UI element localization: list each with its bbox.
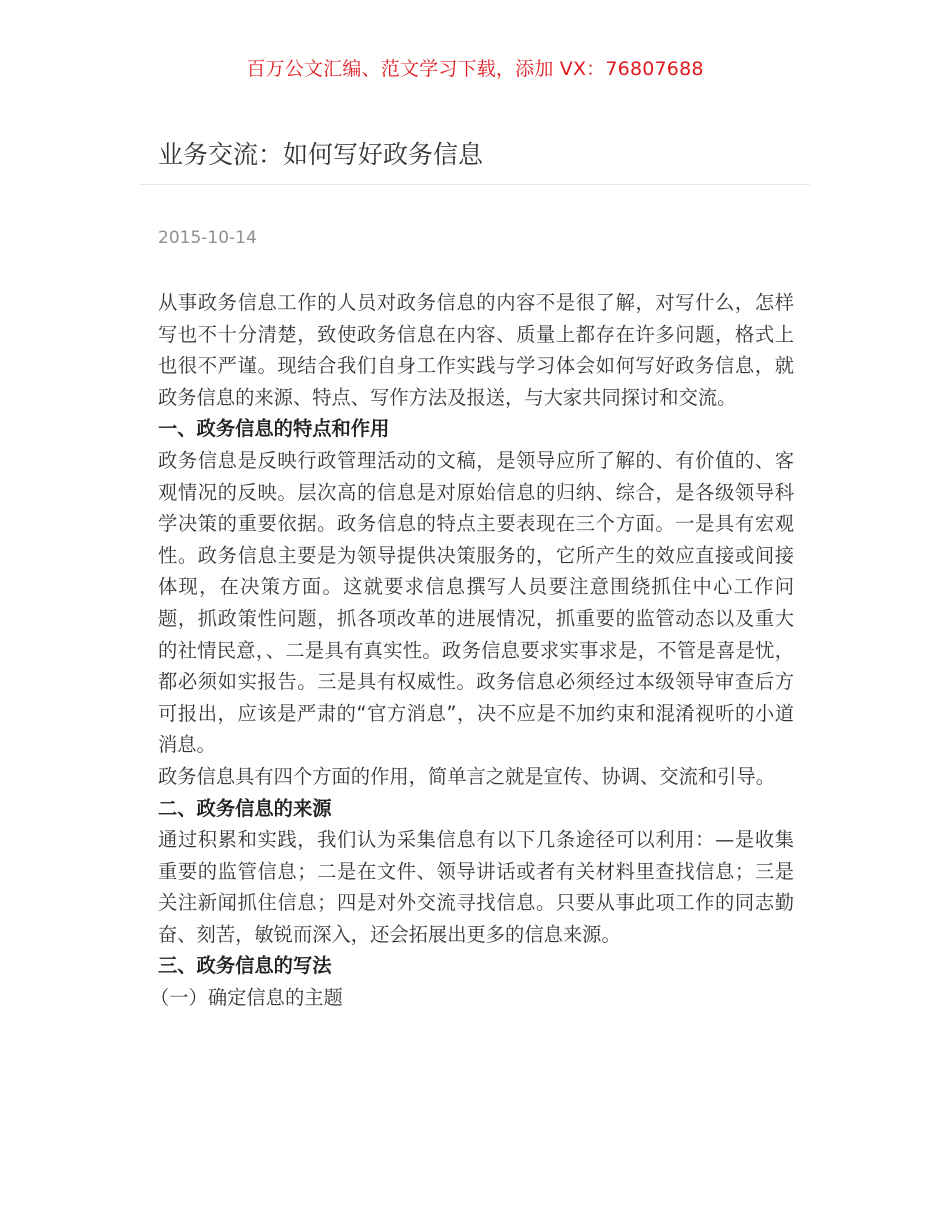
section-heading-sources: 二、政务信息的来源 bbox=[158, 796, 332, 820]
subheading-topic: （一）确定信息的主题 bbox=[150, 986, 343, 1010]
publish-date: 2015-10-14 bbox=[158, 228, 257, 248]
article-title: 业务交流：如何写好政务信息 bbox=[158, 140, 484, 169]
paragraph-sources: 通过积累和实践，我们认为采集信息有以下几条途径可以利用：—是收集重要的监管信息；二是在文件、领导讲话或者有关材料里查找信息；三是关注新闻抓住信息；四是对外交流寻找信息。只要从事此项工作的同志勤奋、刻苦，敏锐而深入，还会拓展出更多的信息来源。 bbox=[158, 828, 794, 946]
section-heading-writing: 三、政务信息的写法 bbox=[158, 954, 332, 978]
paragraph-features: 政务信息是反映行政管理活动的文稿，是领导应所了解的、有价值的、客观情况的反映。层次高的信息是对原始信息的归纳、综合，是各级领导科学决策的重要依据。政务信息的特点主要表现在三个方面。一是具有宏观性。政务信息主要是为领导提供决策服务的，它所产生的效应直接或间接体现，在决策方面。这就要求信息撰写人员要注意围绕抓住中心工作问题，抓政策性问题，抓各项改革的进展情况，抓重要的监管动态以及重大的社情民意，、二是具有真实性。政务信息要求实事求是，不管是喜是忧，都必须如实报告。三是具有权威性。政务信息必须经过本级领导审查后方可报出，应该是严肃的“官方消息”，决不应是不加约束和混淆视听的小道消息。 bbox=[158, 448, 794, 757]
title-divider bbox=[140, 184, 810, 185]
article-body bbox=[150, 287, 794, 1014]
paragraph-functions: 政务信息具有四个方面的作用，简单言之就是宣传、协调、交流和引导。 bbox=[158, 764, 775, 788]
promo-banner: 百万公文汇编、范文学习下载，添加 VX：76807688 bbox=[246, 58, 704, 80]
intro-paragraph: 从事政务信息工作的人员对政务信息的内容不是很了解，对写什么，怎样写也不十分清楚，致使政务信息在内容、质量上都存在许多问题，格式上也很不严谨。现结合我们自身工作实践与学习体会如何写好政务信息，就政务信息的来源、特点、写作方法及报送，与大家共同探讨和交流。 bbox=[158, 291, 794, 409]
section-heading-features: 一、政务信息的特点和作用 bbox=[158, 417, 390, 441]
